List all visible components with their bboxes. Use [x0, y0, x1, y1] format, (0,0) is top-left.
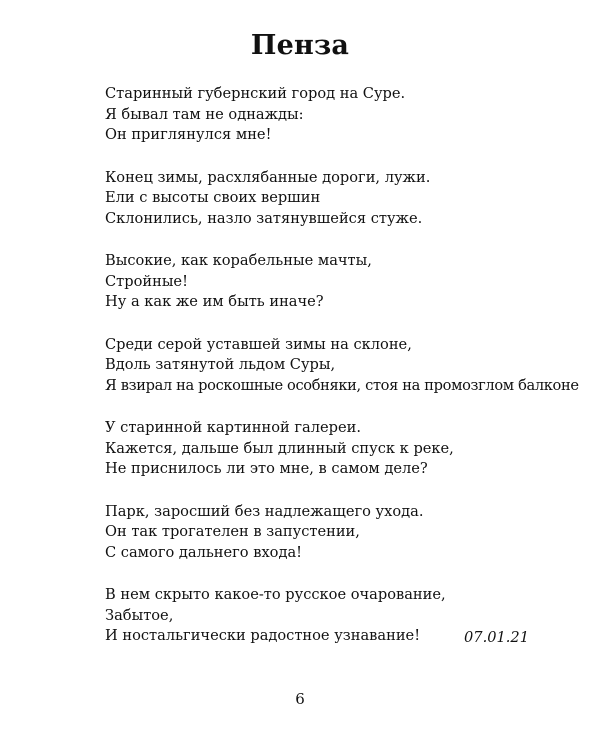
poem-line: Я взирал на роскошные особняки, стоя на промозглом балконе [105, 376, 579, 394]
poem-line: Высокие, как корабельные мачты, [105, 252, 372, 269]
poem-line: Не приснилось ли это мне, в самом деле? [105, 460, 428, 477]
poem-line: Стройные! [105, 272, 188, 290]
poem-line: В нем скрыто какое-то русское очарование, [105, 586, 446, 603]
poem-line: Он так трогателен в запустении, [105, 523, 360, 540]
poem-line: Забытое, [105, 606, 174, 624]
stanza [105, 418, 535, 480]
stanza [105, 168, 535, 230]
stanza [105, 502, 535, 564]
stanza [105, 335, 579, 397]
poem-line: Парк, заросший без надлежащего ухода. [105, 502, 424, 520]
poem-line: Я бывал там не однажды: [105, 105, 304, 123]
poem-line: Старинный губернский город на Суре. [105, 85, 406, 102]
poem-line: Вдоль затянутой льдом Суры, [105, 356, 336, 373]
stanza [105, 251, 535, 313]
poem-line: Он приглянулся мне! [105, 126, 272, 143]
poem-line: Конец зимы, расхлябанные дороги, лужи. [105, 168, 431, 186]
page-number: 6 [295, 690, 305, 708]
poem-line: Ели с высоты своих вершин [105, 189, 321, 206]
poem-line: Ну а как же им быть иначе? [105, 293, 324, 310]
stanza [105, 84, 535, 146]
poem-line: Склонились, назло затянувшейся стуже. [105, 209, 423, 227]
poem-line: С самого дальнего входа! [105, 543, 303, 561]
poem-line: Среди серой уставшей зимы на склоне, [105, 335, 412, 353]
poem-body [105, 84, 579, 669]
poem-date: 07.01.21 [464, 629, 529, 646]
poem-line: И ностальгически радостное узнавание! [105, 627, 421, 644]
poem-line: У старинной картинной галереи. [105, 419, 361, 436]
poem-line: Кажется, дальше был длинный спуск к реке, [105, 439, 454, 457]
poem-title: Пенза [250, 30, 350, 61]
